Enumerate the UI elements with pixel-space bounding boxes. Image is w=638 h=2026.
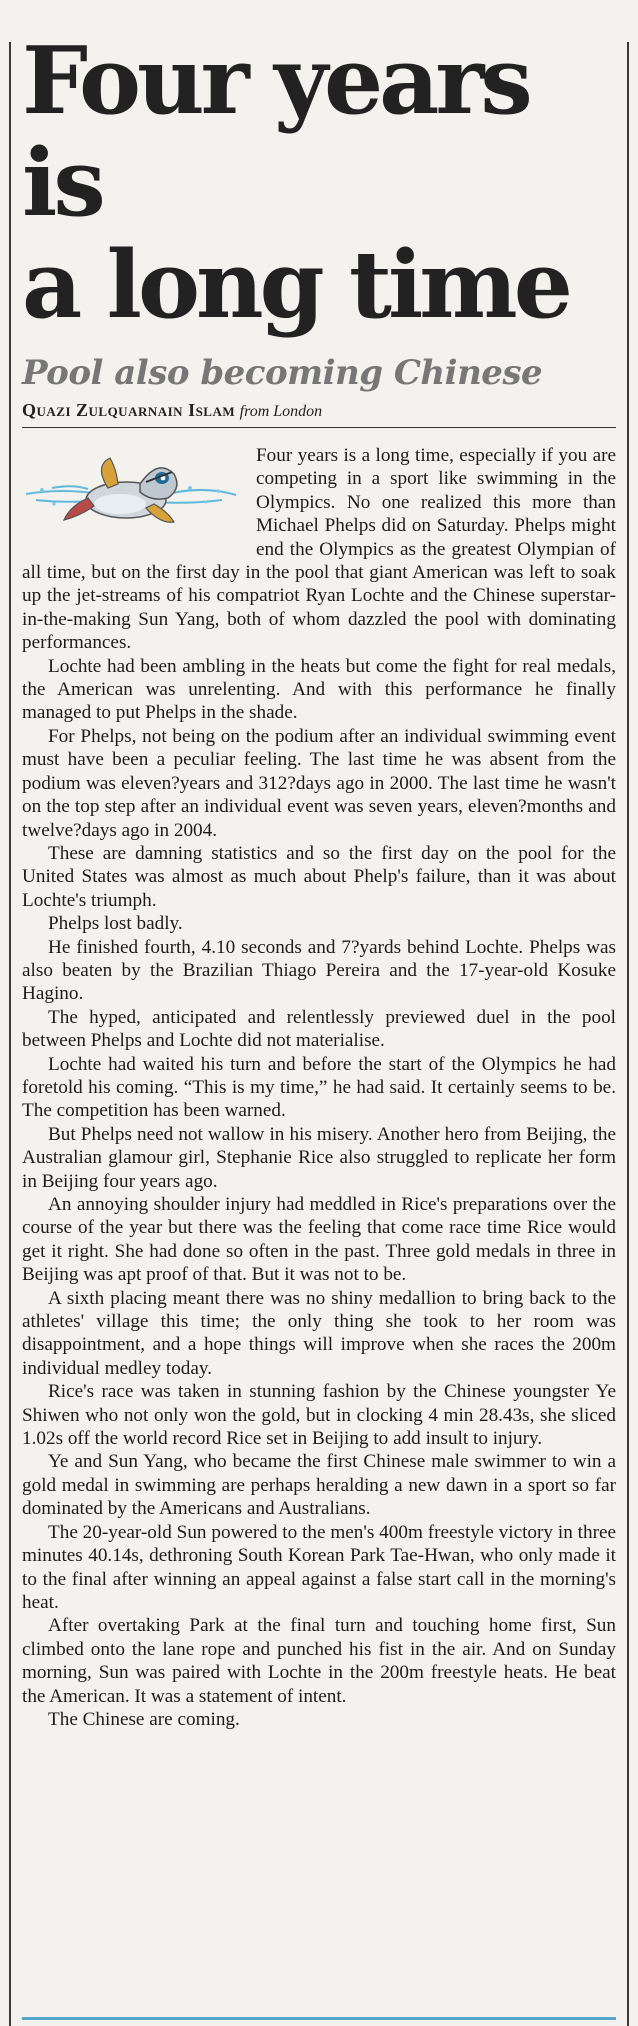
paragraph-14: The 20-year-old Sun powered to the men's 400m freestyle victory in three minutes 40.14s, dethroning South Korean Park Tae-Hwan, who only made it to the final after winning an appeal against a false start call in the morning's heat. [22,1521,616,1613]
kicker-subheadline: Pool also becoming Chinese [22,353,543,393]
paragraph-4: These are damning statistics and so the first day on the pool for the United States was almost as much about Phelp's failure, than it was about Lochte's triumph. [22,842,616,911]
article-body [22,444,616,1731]
swimmer-mascot-icon [22,444,240,540]
headline [22,26,616,339]
headline-line-2: a long time [22,230,569,339]
byline-author: Quazi Zulquarnain Islam [22,400,236,420]
column-rule-left [9,42,11,2026]
paragraph-12: Rice's race was taken in stunning fashion by the Chinese youngster Ye Shiwen who not only won the gold, but in clocking 4 min 28.43s, she sliced 1.02s off the world record Rice set in Beijing to add insult to injury. [22,1381,616,1450]
paragraph-8: Lochte had waited his turn and before the start of the Olympics he had foretold his coming. “This is my time,” he had said. It certainly seems to be. The competition has been warned. [22,1053,616,1122]
paragraph-5: Phelps lost badly. [48,913,183,935]
headline-line-1: Four years is [22,26,529,237]
paragraph-9: But Phelps need not wallow in his misery. Another hero from Beijing, the Australian glamour girl, Stephanie Rice also struggled to replicate her form in Beijing four years ago. [22,1123,616,1192]
paragraph-1: Four years is a long time, especially if you are competing in a sport like swimming in the Olympics. No one realized this more than Michael Phelps did on Saturday. Phelps might end the Olympics as the greatest Olympian of all time, but on the first day in the pool that giant American was left to soak up the jet-streams of his compatriot Ryan Lochte and the Chinese superstar-in-the-making Sun Yang, both of whom dazzled the pool with dominating performances. [22,445,616,654]
paragraph-6: He finished fourth, 4.10 seconds and 7?yards behind Lochte. Phelps was also beaten by the Brazilian Thiago Pereira and the 17-year-old Kosuke Hagino. [22,936,616,1005]
paragraph-3: For Phelps, not being on the podium after an individual swimming event must have been a peculiar feeling. The last time he was absent from the podium was eleven?years and 312?days ago in 2000. The last time he wasn't on the top step after an individual event was seven years, eleven?months and twelve?days ago in 2004. [22,725,616,841]
paragraph-11: A sixth placing meant there was no shiny medallion to bring back to the athletes' village this time; the only thing she took to her room was disappointment, and a hope things will improve when she races the 200m individual medley today. [22,1287,616,1379]
byline [22,396,616,428]
paragraph-7: The hyped, anticipated and relentlessly previewed duel in the pool between Phelps and Lochte did not materialise. [22,1006,616,1052]
article [22,26,616,1731]
paragraph-16: The Chinese are coming. [48,1708,240,1730]
column-rule-right [627,42,629,2026]
paragraph-2: Lochte had been ambling in the heats but come the fight for real medals, the American was unrelenting. And with this performance he finally managed to put Phelps in the shade. [22,655,616,724]
bottom-accent-rule [22,2017,616,2020]
paragraph-10: An annoying shoulder injury had meddled in Rice's preparations over the course of the year but there was the feeling that come race time Rice would get it right. She had done so often in the past. Three gold medals in three in Beijing was apt proof of that. But it was not to be. [22,1194,616,1286]
byline-location: from London [239,403,323,420]
paragraph-15: After overtaking Park at the final turn and touching home first, Sun climbed onto the lane rope and punched his fist in the air. And on Sunday morning, Sun was paired with Lochte in the 200m freestyle heats. He beat the American. It was a statement of intent. [22,1615,616,1707]
paragraph-13: Ye and Sun Yang, who became the first Chinese male swimmer to win a gold medal in swimming are perhaps heralding a new dawn in a sport so far dominated by the Americans and Australians. [22,1451,616,1520]
